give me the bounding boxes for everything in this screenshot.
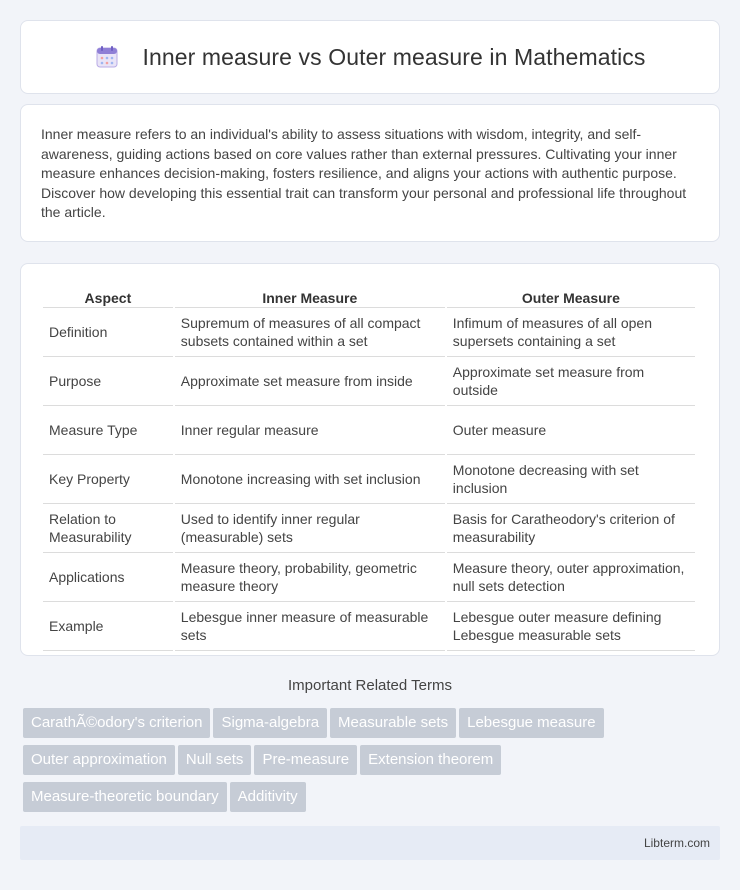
intro-card <box>20 104 720 242</box>
related-term-tag[interactable]: Measure-theoretic boundary <box>23 782 227 812</box>
table-row <box>43 553 695 602</box>
table-cell-aspect: Purpose <box>43 357 173 406</box>
table-cell-inner: Lebesgue inner measure of measurable sets <box>175 602 445 651</box>
table-header-row <box>43 284 695 308</box>
table-row <box>43 602 695 651</box>
table-row <box>43 308 695 357</box>
table-cell-aspect: Key Property <box>43 455 173 504</box>
table-cell-aspect: Relation to Measurability <box>43 504 173 553</box>
table-cell-inner: Used to identify inner regular (measurable) sets <box>175 504 445 553</box>
calendar-icon <box>94 44 120 70</box>
table-row <box>43 504 695 553</box>
footer-site-link[interactable]: Libterm.com <box>643 836 710 850</box>
related-term-tag[interactable]: Pre-measure <box>254 745 357 775</box>
related-term-tag[interactable]: Additivity <box>230 782 306 812</box>
table-cell-inner: Monotone increasing with set inclusion <box>175 455 445 504</box>
column-header-outer: Outer Measure <box>447 284 695 308</box>
table-cell-inner: Approximate set measure from inside <box>175 357 445 406</box>
column-header-inner: Inner Measure <box>175 284 445 308</box>
related-term-tag[interactable]: Extension theorem <box>360 745 501 775</box>
column-header-aspect: Aspect <box>43 284 173 308</box>
table-cell-outer: Infimum of measures of all open supersets containing a set <box>447 308 695 357</box>
related-terms-list <box>23 708 723 819</box>
table-cell-outer: Approximate set measure from outside <box>447 357 695 406</box>
table-row <box>43 406 695 455</box>
related-term-tag[interactable]: Sigma-algebra <box>213 708 327 738</box>
related-term-tag[interactable]: Measurable sets <box>330 708 456 738</box>
table-cell-outer: Monotone decreasing with set inclusion <box>447 455 695 504</box>
table-cell-aspect: Example <box>43 602 173 651</box>
footer <box>20 826 720 860</box>
header-card <box>20 20 720 94</box>
related-term-tag[interactable]: Lebesgue measure <box>459 708 603 738</box>
page-title: Inner measure vs Outer measure in Mathematics <box>142 43 646 70</box>
table-row <box>43 357 695 406</box>
table-cell-inner: Inner regular measure <box>175 406 445 455</box>
table-cell-outer: Outer measure <box>447 406 695 455</box>
comparison-table-card <box>20 263 720 656</box>
related-term-tag[interactable]: Outer approximation <box>23 745 175 775</box>
table-cell-inner: Measure theory, probability, geometric measure theory <box>175 553 445 602</box>
table-cell-outer: Basis for Caratheodory's criterion of measurability <box>447 504 695 553</box>
table-cell-aspect: Measure Type <box>43 406 173 455</box>
table-cell-aspect: Applications <box>43 553 173 602</box>
related-terms-title: Important Related Terms <box>288 677 452 694</box>
table-cell-outer: Measure theory, outer approximation, null sets detection <box>447 553 695 602</box>
comparison-table <box>41 284 697 651</box>
table-cell-inner: Supremum of measures of all compact subsets contained within a set <box>175 308 445 357</box>
intro-text: Inner measure refers to an individual's ability to assess situations with wisdom, integrity, and self-awareness, guiding actions based on core values rather than external pressures. Cultivating your inner measure enhances decision-making, fosters resilience, and aligns your actions with authentic purpose. Discover how developing this essential trait can transform your personal and professional life throughout the article. <box>41 126 687 220</box>
related-term-tag[interactable]: Null sets <box>178 745 252 775</box>
table-cell-outer: Lebesgue outer measure defining Lebesgue measurable sets <box>447 602 695 651</box>
table-row <box>43 455 695 504</box>
related-term-tag[interactable]: CarathÃ©odory's criterion <box>23 708 210 738</box>
table-cell-aspect: Definition <box>43 308 173 357</box>
